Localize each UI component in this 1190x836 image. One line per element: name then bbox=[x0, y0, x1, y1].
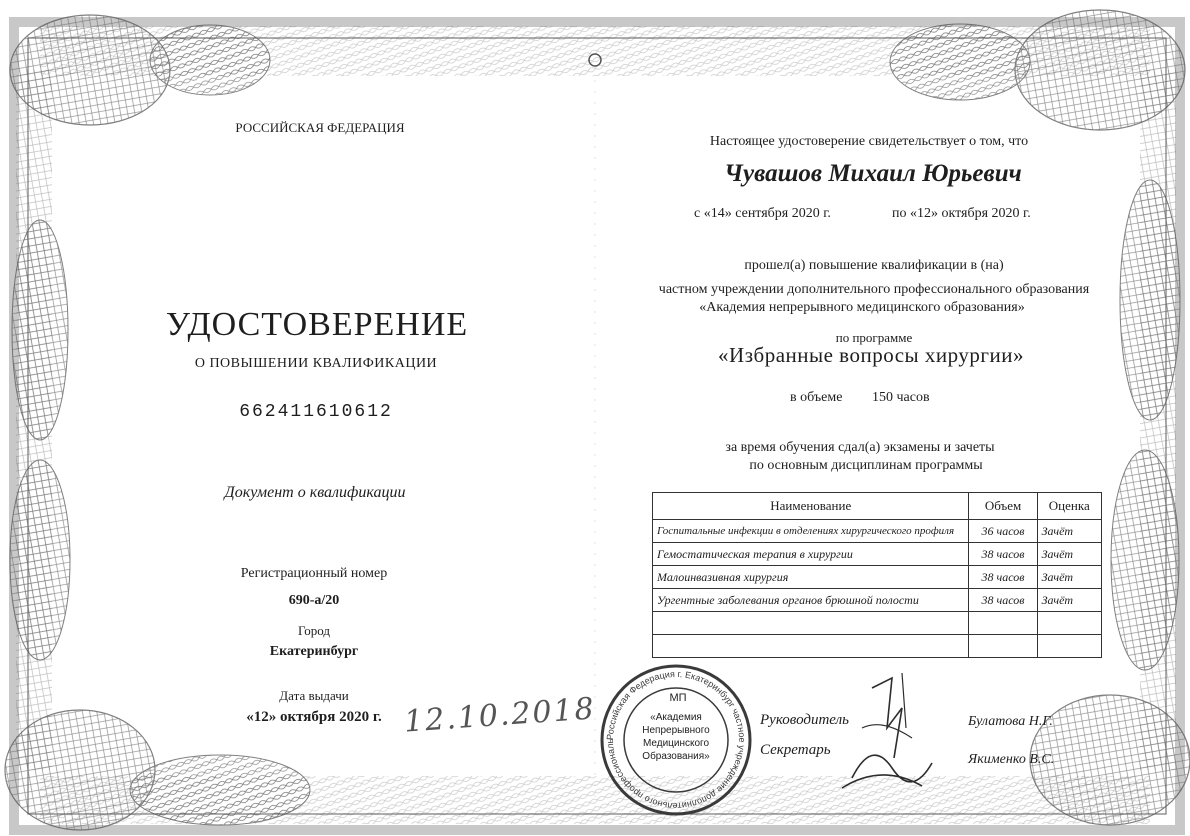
official-stamp bbox=[598, 662, 754, 818]
intro-text: Настоящее удостоверение свидетельствует о том, что bbox=[709, 134, 1029, 149]
subject-grade bbox=[1037, 612, 1101, 635]
stamp-inner-line: «Академия bbox=[650, 712, 702, 723]
exams-line-2: по основным дисциплинам программы bbox=[749, 458, 983, 473]
institution-line-2: «Академия непрерывного медицинского образования» bbox=[699, 300, 1025, 315]
certificate-subtitle: О ПОВЫШЕНИИ КВАЛИФИКАЦИИ bbox=[194, 356, 438, 371]
subject-name bbox=[653, 635, 969, 658]
subject-name: Малоинвазивная хирургия bbox=[653, 566, 969, 589]
registration-number: 690-а/20 bbox=[288, 593, 340, 608]
stamp-inner-line: Образования» bbox=[642, 751, 710, 762]
table-row bbox=[653, 612, 1102, 635]
registration-label: Регистрационный номер bbox=[240, 566, 388, 581]
secretary-name: Якименко В.С. bbox=[968, 752, 1055, 767]
stamp-inner-line: Непрерывного bbox=[642, 725, 710, 736]
subject-grade: Зачёт bbox=[1037, 520, 1101, 543]
subjects-table bbox=[652, 492, 1102, 658]
exams-line-1: за время обучения сдал(а) экзамены и зачеты bbox=[725, 440, 995, 455]
subject-volume: 38 часов bbox=[969, 543, 1037, 566]
volume-label: в объеме bbox=[790, 390, 843, 405]
subject-name: Ургентные заболевания органов брюшной полости bbox=[653, 589, 969, 612]
certificate-title: УДОСТОВЕРЕНИЕ bbox=[165, 306, 469, 343]
secretary-label: Секретарь bbox=[760, 742, 831, 758]
subject-volume bbox=[969, 635, 1037, 658]
city-value: Екатеринбург bbox=[269, 644, 359, 659]
subject-volume bbox=[969, 612, 1037, 635]
document-type: Документ о квалификации bbox=[224, 484, 406, 501]
institution-line-1: частном учреждении дополнительного профессионального образования bbox=[658, 282, 1090, 297]
subject-volume: 38 часов bbox=[969, 566, 1037, 589]
city-label: Город bbox=[297, 623, 331, 638]
subject-name bbox=[653, 612, 969, 635]
stamp-inner-line: Медицинского bbox=[642, 738, 710, 749]
date-from: с «14» сентября 2020 г. bbox=[694, 206, 831, 221]
subject-volume: 36 часов bbox=[969, 520, 1037, 543]
passed-text: прошел(а) повышение квалификации в (на) bbox=[744, 258, 1004, 273]
subject-volume: 38 часов bbox=[969, 589, 1037, 612]
subject-grade: Зачёт bbox=[1037, 566, 1101, 589]
header-name: Наименование bbox=[653, 493, 969, 520]
volume-value: 150 часов bbox=[872, 390, 930, 405]
table-header-row bbox=[653, 493, 1102, 520]
program-label: по программе bbox=[835, 330, 913, 345]
table-row bbox=[653, 520, 1102, 543]
subject-grade bbox=[1037, 635, 1101, 658]
issue-date: «12» октября 2020 г. bbox=[246, 709, 382, 725]
handwritten-date: 12.10.2018 bbox=[403, 691, 597, 740]
subject-name: Гемостатическая терапия в хирургии bbox=[653, 543, 969, 566]
stamp-ring-text: Российская Федерация г. Екатеринбург частное учреждение дополнительного профессиональ bbox=[604, 668, 747, 812]
stamp-mark: МП bbox=[669, 692, 687, 704]
handwritten-signature bbox=[832, 668, 952, 798]
head-name: Булатова Н.Г. bbox=[968, 714, 1053, 729]
program-name: «Избранные вопросы хирургии» bbox=[718, 343, 1024, 367]
subject-name: Госпитальные инфекции в отделениях хирургического профиля bbox=[653, 520, 969, 543]
table-row bbox=[653, 543, 1102, 566]
table-row bbox=[653, 589, 1102, 612]
date-to: по «12» октября 2020 г. bbox=[892, 206, 1031, 221]
header-volume: Объем bbox=[969, 493, 1037, 520]
table-row bbox=[653, 635, 1102, 658]
subject-grade: Зачёт bbox=[1037, 543, 1101, 566]
head-label: Руководитель bbox=[760, 712, 849, 728]
country-label: РОССИЙСКАЯ ФЕДЕРАЦИЯ bbox=[235, 120, 405, 135]
issue-date-label: Дата выдачи bbox=[279, 688, 349, 703]
serial-number: 662411610612 bbox=[239, 402, 393, 422]
holder-name: Чувашов Михаил Юрьевич bbox=[724, 160, 1022, 187]
header-grade: Оценка bbox=[1037, 493, 1101, 520]
subject-grade: Зачёт bbox=[1037, 589, 1101, 612]
table-row bbox=[653, 566, 1102, 589]
